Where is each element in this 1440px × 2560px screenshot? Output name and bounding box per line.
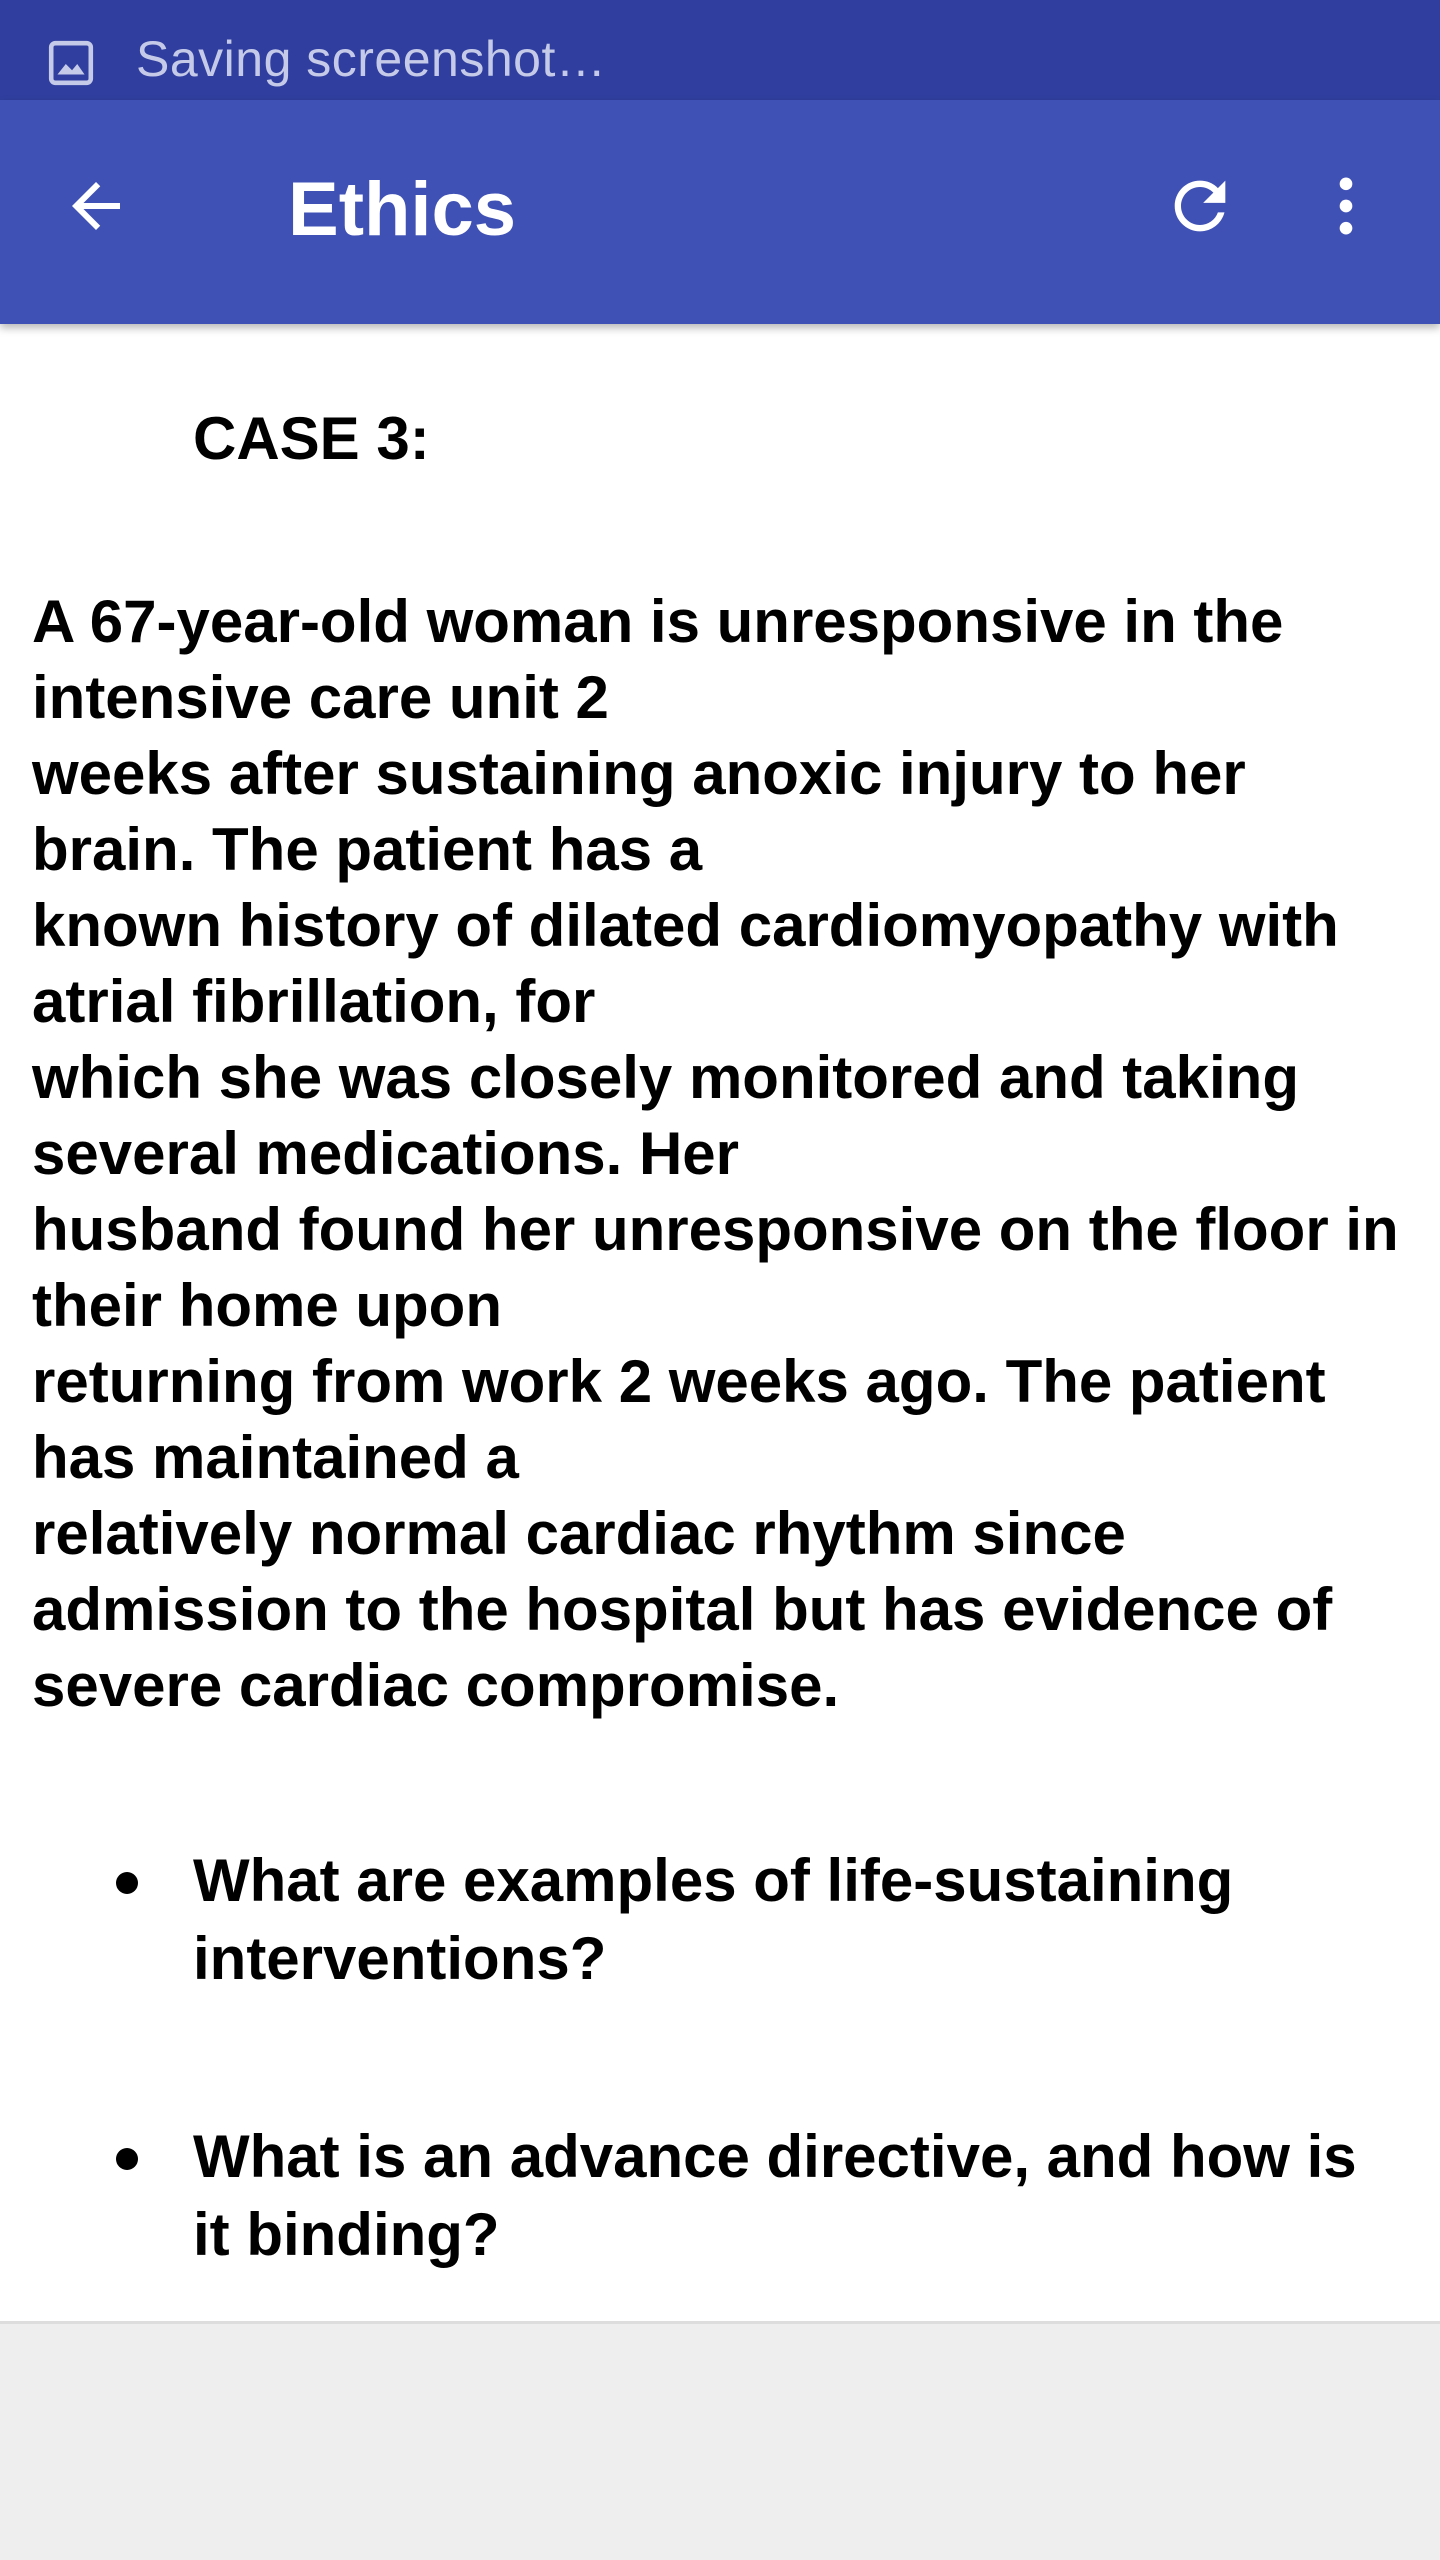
case-title: CASE 3: — [193, 405, 430, 472]
app-bar — [0, 100, 1440, 324]
case-line: A 67-year-old woman is unresponsive in the — [32, 588, 1284, 655]
case-description — [32, 584, 1422, 1724]
case-line: brain. The patient has a — [32, 816, 703, 883]
case-line: husband found her unresponsive on the floor in — [32, 1196, 1399, 1263]
case-line: several medications. Her — [32, 1120, 740, 1187]
question-item — [0, 1842, 1440, 1998]
question-text: What are examples of life-sustaining interventions? — [193, 1847, 1234, 1992]
refresh-icon — [1162, 168, 1238, 248]
case-line: their home upon — [32, 1272, 502, 1339]
back-button[interactable] — [40, 152, 152, 264]
image-icon — [46, 38, 96, 88]
question-list — [0, 1842, 1440, 2274]
case-line: which she was closely monitored and taking — [32, 1044, 1299, 1111]
question-text: What is an advance directive, and how is it binding? — [193, 2123, 1357, 2268]
more-options-button[interactable] — [1290, 152, 1402, 264]
case-line: atrial fibrillation, for — [32, 968, 596, 1035]
case-line: known history of dilated cardiomyopathy with — [32, 892, 1339, 959]
case-line: returning from work 2 weeks ago. The patient — [32, 1348, 1326, 1415]
status-text: Saving screenshot… — [136, 31, 607, 87]
status-bar — [0, 0, 1440, 100]
case-line: severe cardiac compromise. — [32, 1652, 840, 1719]
refresh-button[interactable] — [1144, 152, 1256, 264]
bullet-icon — [116, 1872, 138, 1894]
case-line: admission to the hospital but has evidence of — [32, 1576, 1333, 1643]
case-line: has maintained a — [32, 1424, 519, 1491]
arrow-back-icon — [60, 170, 132, 246]
more-vert-icon — [1308, 168, 1384, 248]
case-line: intensive care unit 2 — [32, 664, 609, 731]
question-item — [0, 2118, 1440, 2274]
case-line: weeks after sustaining anoxic injury to her — [32, 740, 1246, 807]
page-title: Ethics — [288, 167, 517, 252]
content-area — [0, 324, 1440, 2324]
case-line: relatively normal cardiac rhythm since — [32, 1500, 1126, 1567]
bullet-icon — [116, 2148, 138, 2170]
